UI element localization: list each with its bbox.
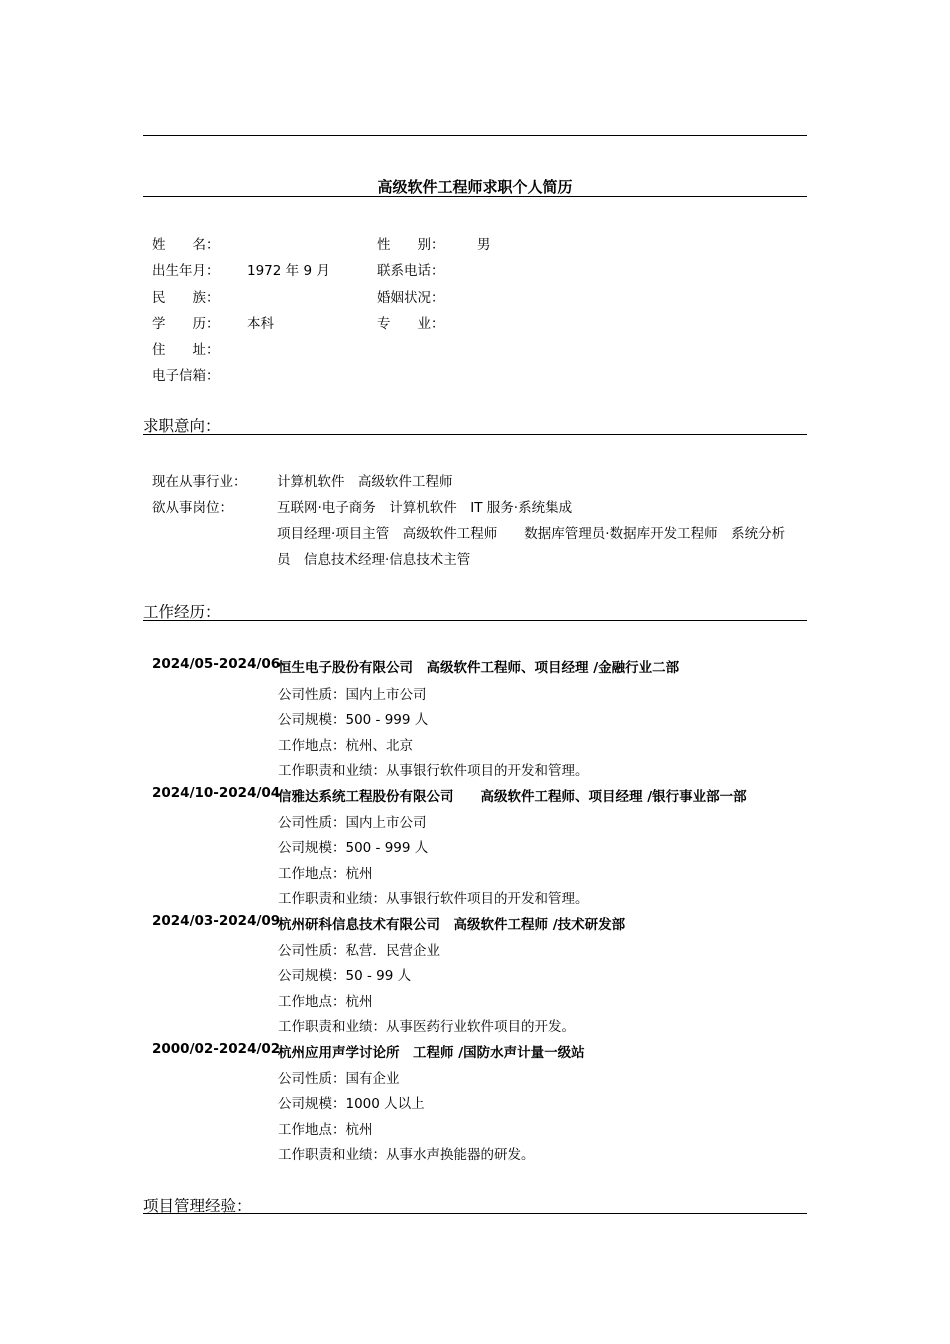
email-label: 电子信箱：	[152, 368, 220, 384]
job-duty: 工作职责和业绩：从事银行软件项目的开发和管理。	[278, 891, 589, 907]
job-date: 2000/02-2024/02	[152, 1041, 281, 1057]
desired-position-line: 互联网·电子商务 计算机软件 IT 服务·系统集成	[277, 500, 573, 516]
birth-value: 1972 年 9 月	[247, 263, 330, 279]
company-nature: 公司性质：国内上市公司	[278, 815, 427, 831]
company-size: 公司规模：50 - 99 人	[278, 968, 412, 984]
job-title: 恒生电子股份有限公司 高级软件工程师、项目经理 /金融行业二部	[278, 660, 680, 676]
current-industry-value: 计算机软件 高级软件工程师	[277, 474, 453, 490]
experience-heading: 工作经历：	[143, 603, 221, 621]
company-nature: 公司性质：私营．民营企业	[278, 943, 440, 959]
job-title: 杭州研科信息技术有限公司 高级软件工程师 /技术研发部	[278, 917, 626, 933]
marital-label: 婚姻状况：	[377, 290, 445, 306]
current-industry-label: 现在从事行业：	[152, 474, 247, 490]
experience-rule	[143, 620, 807, 621]
project-rule	[143, 1213, 807, 1214]
job-date: 2024/05-2024/06	[152, 656, 281, 672]
title-rule	[143, 196, 807, 197]
desired-position-label: 欲从事岗位：	[152, 500, 233, 516]
work-location: 工作地点：杭州	[278, 1122, 373, 1138]
project-heading: 项目管理经验：	[143, 1197, 252, 1215]
desired-position-line: 项目经理·项目主管 高级软件工程师 数据库管理员·数据库开发工程师 系统分析	[277, 526, 786, 542]
job-title: 杭州应用声学讨论所 工程师 /国防水声计量一级站	[278, 1045, 585, 1061]
job-date: 2024/03-2024/09	[152, 913, 281, 929]
intent-heading: 求职意向：	[143, 417, 221, 435]
desired-position-line: 员 信息技术经理·信息技术主管	[277, 552, 471, 568]
gender-value: 男	[477, 237, 491, 253]
job-duty: 工作职责和业绩：从事水声换能器的研发。	[278, 1147, 535, 1163]
birth-label: 出生年月：	[152, 263, 220, 279]
name-label: 姓 名：	[152, 237, 220, 253]
company-size: 公司规模：500 - 999 人	[278, 712, 429, 728]
work-location: 工作地点：杭州	[278, 994, 373, 1010]
job-title: 信雅达系统工程股份有限公司 高级软件工程师、项目经理 /银行事业部一部	[278, 789, 747, 805]
company-size: 公司规模：1000 人以上	[278, 1096, 425, 1112]
work-location: 工作地点：杭州	[278, 866, 373, 882]
company-nature: 公司性质：国内上市公司	[278, 687, 427, 703]
intent-rule	[143, 434, 807, 435]
address-label: 住 址：	[152, 342, 220, 358]
company-size: 公司规模：500 - 999 人	[278, 840, 429, 856]
gender-label: 性 别：	[377, 237, 445, 253]
page-title: 高级软件工程师求职个人简历	[377, 178, 573, 196]
phone-label: 联系电话：	[377, 263, 445, 279]
job-duty: 工作职责和业绩：从事银行软件项目的开发和管理。	[278, 763, 589, 779]
job-duty: 工作职责和业绩：从事医药行业软件项目的开发。	[278, 1019, 575, 1035]
top-rule	[143, 135, 807, 136]
company-nature: 公司性质：国有企业	[278, 1071, 400, 1087]
ethnicity-label: 民 族：	[152, 290, 220, 306]
work-location: 工作地点：杭州、北京	[278, 738, 413, 754]
education-label: 学 历：	[152, 316, 220, 332]
major-label: 专 业：	[377, 316, 445, 332]
education-value: 本科	[247, 316, 274, 332]
job-date: 2024/10-2024/04	[152, 785, 281, 801]
